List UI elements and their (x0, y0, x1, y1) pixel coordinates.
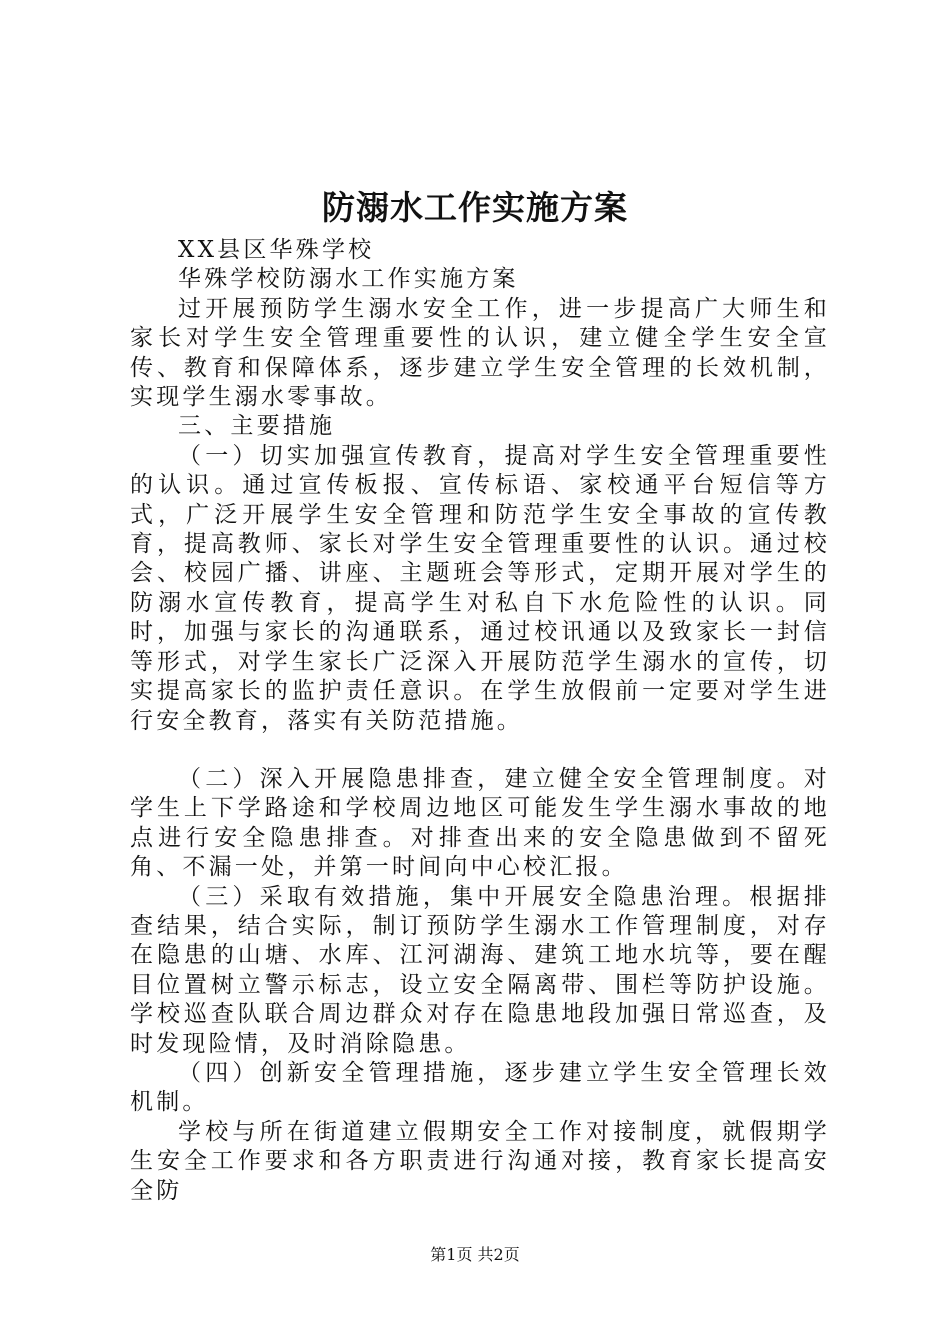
intro-paragraph: 过开展预防学生溺水安全工作，进一步提高广大师生和家长对学生安全管理重要性的认识，建立健全学生安全宣传、教育和保障体系，逐步建立学生安全管理的长效机制，实现学生溺水零事故。 (130, 295, 830, 411)
plan-subtitle-line: 华殊学校防溺水工作实施方案 (178, 266, 519, 293)
measure-2-paragraph: （二）深入开展隐患排查，建立健全安全管理制度。对学生上下学路途和学校周边地区可能发生学生溺水事故的地点进行安全隐患排查。对排查出来的安全隐患做到不留死角、不漏一处，并第一时间向中心校汇报。 (130, 765, 830, 881)
document-title: 防溺水工作实施方案 (322, 188, 628, 227)
measure-4-paragraph: （四）创新安全管理措施，逐步建立学生安全管理长效机制。 (130, 1059, 830, 1116)
document-body (130, 236, 830, 1206)
closing-paragraph: 学校与所在街道建立假期安全工作对接制度，就假期学生安全工作要求和各方职责进行沟通对接，教育家长提高安全防 (130, 1118, 830, 1204)
page-number-footer: 第1页 共2页 (430, 1245, 520, 1264)
measure-1-paragraph: （一）切实加强宣传教育，提高对学生安全管理重要性的认识。通过宣传板报、宣传标语、家校通平台短信等方式，广泛开展学生安全管理和防范学生安全事故的宣传教育，提高教师、家长对学生安全管理重要性的认识。通过校会、校园广播、讲座、主题班会等形式，定期开展对学生的防溺水宣传教育，提高学生对私自下水危险性的认识。同时，加强与家长的沟通联系，通过校讯通以及致家长一封信等形式，对学生家长广泛深入开展防范学生溺水的宣传，切实提高家长的监护责任意识。在学生放假前一定要对学生进行安全教育，落实有关防范措施。 (130, 442, 830, 734)
school-name-line: XX县区华殊学校 (178, 237, 375, 263)
measure-3-paragraph: （三）采取有效措施，集中开展安全隐患治理。根据排查结果，结合实际，制订预防学生溺水工作管理制度，对存在隐患的山塘、水库、江河湖海、建筑工地水坑等，要在醒目位置树立警示标志，设立安全隔离带、围栏等防护设施。学校巡查队联合周边群众对存在隐患地段加强日常巡查，及时发现险情，及时消除隐患。 (130, 883, 830, 1057)
section-heading: 三、主要措施 (178, 413, 336, 440)
